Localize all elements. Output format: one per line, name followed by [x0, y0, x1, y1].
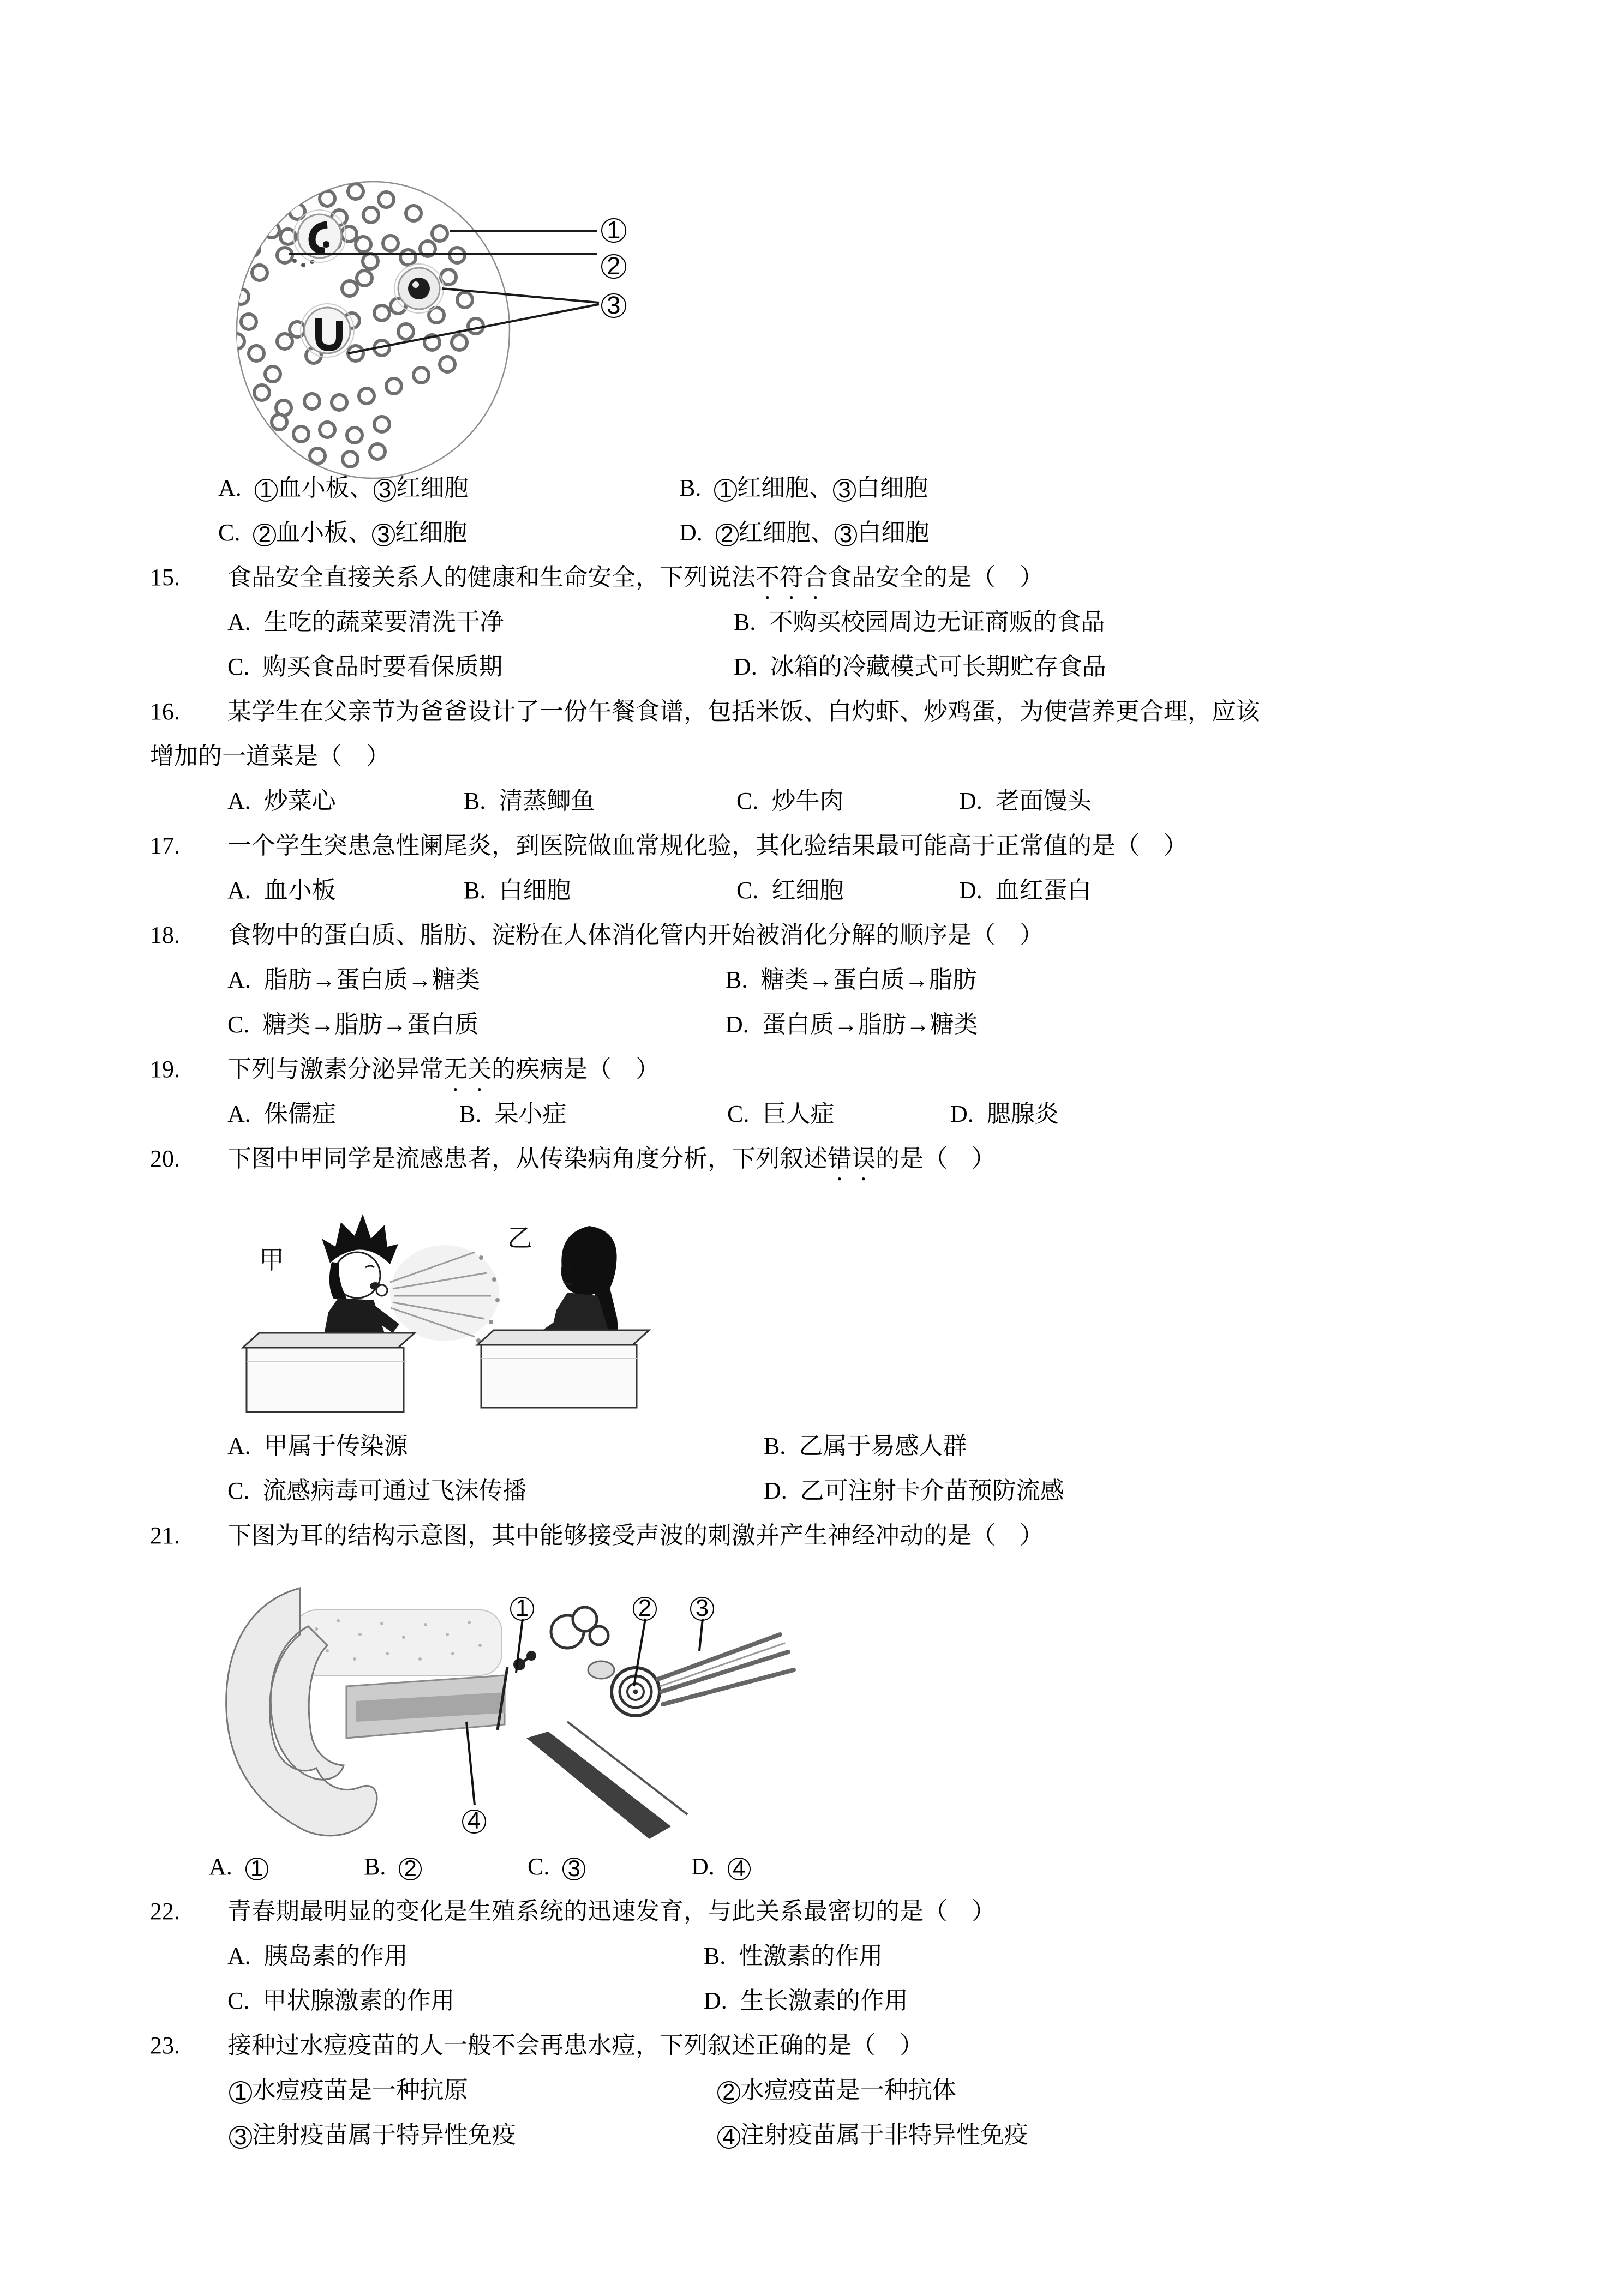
circled-number: 1	[714, 479, 737, 502]
q14-option-d: D. 2 红细胞、 3 白细胞	[679, 519, 930, 548]
q16-stem-line1: 某学生在父亲节为爸爸设计了一份午餐食谱，包括米饭、白灼虾、炒鸡蛋，为使营养更合理，应该	[227, 698, 1260, 725]
q15-number: 15.	[150, 564, 180, 591]
circled-number: 4	[728, 1858, 751, 1880]
circled-number: 3	[372, 524, 395, 546]
q21-option-d: D. 4	[691, 1844, 751, 1889]
circled-number: 2	[399, 1858, 422, 1880]
q23-item-3: 3 注射疫苗属于特异性免疫	[229, 2113, 516, 2157]
q17-stem-row	[0, 824, 1624, 868]
q22-options-row-1	[0, 1934, 1624, 1979]
q15-option-a: A. 生吃的蔬菜要清洗干净	[227, 609, 504, 635]
desk-left	[243, 1333, 415, 1412]
q21-number: 21.	[150, 1522, 180, 1549]
q15-option-d: D. 冰箱的冷藏模式可长期贮存食品	[734, 653, 1106, 680]
emphasized-text: 不符合	[756, 564, 828, 591]
sneeze-spray	[390, 1245, 500, 1343]
semicircular-canals	[551, 1607, 608, 1648]
q17-number: 17.	[150, 832, 180, 859]
q22-option-b: B. 性激素的作用	[704, 1943, 883, 1969]
q23-stem-row	[0, 2023, 1624, 2068]
circled-number: 3	[601, 293, 626, 318]
students-cartoon-figure	[0, 1181, 1624, 1424]
q14-options-row-1	[0, 466, 1624, 510]
q19-stem: 下列与激素分泌异常无关的疾病是（ ）	[227, 1056, 660, 1083]
blood-label-2	[601, 251, 626, 279]
q15-option-c: C. 购买食品时要看保质期	[227, 653, 503, 680]
q18-number: 18.	[150, 922, 180, 948]
circled-number: 2	[253, 524, 276, 546]
q16-number: 16.	[150, 698, 180, 725]
q20-options-row-1	[0, 1424, 1624, 1469]
circled-number: 1	[510, 1597, 534, 1621]
blood-label-3	[601, 290, 626, 318]
q21-stem: 下图为耳的结构示意图，其中能够接受声波的刺激并产生神经冲动的是（ ）	[227, 1522, 1044, 1549]
q16-option-d: D. 老面馒头	[959, 788, 1092, 814]
q22-stem: 青春期最明显的变化是生殖系统的迅速发育，与此关系最密切的是（ ）	[227, 1898, 996, 1925]
q19-option-b: B. 呆小症	[459, 1101, 567, 1127]
q15-options-row-2	[0, 645, 1624, 689]
ear-label-4	[462, 1806, 486, 1834]
q18-option-b: B. 糖类→蛋白质→脂肪	[726, 966, 977, 993]
q19-stem-row	[0, 1047, 1624, 1092]
q20-option-a: A. 甲属于传染源	[227, 1433, 408, 1459]
q20-number: 20.	[150, 1145, 180, 1172]
q19-number: 19.	[150, 1056, 180, 1083]
circled-number: 3	[229, 2126, 252, 2149]
q14-option-b: B. 1 红细胞、 3 白细胞	[679, 474, 928, 503]
q16-option-a: A. 炒菜心	[227, 788, 336, 814]
q21-option-b: B. 2	[364, 1844, 422, 1889]
q23-item-4: 4 注射疫苗属于非特异性免疫	[717, 2113, 1028, 2157]
white-blood-cell-2	[394, 264, 444, 313]
emphasized-text: 错误	[828, 1145, 876, 1172]
q21-option-a: A. 1	[209, 1844, 268, 1889]
q16-stem-line2: 增加的一道菜是（ ）	[150, 743, 390, 770]
q21-option-c: C. 3	[528, 1844, 585, 1889]
circled-number: 1	[601, 218, 626, 243]
ear-canal	[346, 1675, 505, 1738]
q19-option-d: D. 腮腺炎	[950, 1101, 1059, 1127]
students-cartoon-svg	[235, 1181, 726, 1424]
q14-option-a: A. 1 血小板、 3 红细胞	[218, 474, 469, 503]
q17-option-c: C. 红细胞	[736, 877, 844, 904]
emphasized-text: 无关	[444, 1056, 492, 1083]
q18-option-d: D. 蛋白质→脂肪→糖类	[726, 1011, 978, 1038]
q23-item-1: 1 水痘疫苗是一种抗原	[229, 2068, 468, 2113]
cartoon-label-yi: 乙	[507, 1224, 532, 1252]
q14-options-row-2	[0, 510, 1624, 555]
q18-option-a: A. 脂肪→蛋白质→糖类	[227, 966, 480, 993]
circled-number: 2	[633, 1597, 657, 1621]
q16-stem-row-2	[0, 734, 1624, 779]
circled-number: 3	[690, 1597, 714, 1621]
q17-options-row	[0, 868, 1624, 913]
q16-option-c: C. 炒牛肉	[736, 788, 844, 814]
q23-items-row-2	[0, 2113, 1624, 2157]
circled-number: 2	[716, 524, 739, 546]
q20-options-row-2	[0, 1469, 1624, 1513]
circled-number: 3	[833, 479, 856, 502]
q23-items-row-1	[0, 2068, 1624, 2113]
blood-label-1	[601, 215, 626, 243]
q16-stem-row-1	[0, 689, 1624, 734]
q17-option-d: D. 血红蛋白	[959, 877, 1092, 904]
desk-right	[477, 1330, 649, 1408]
ear-diagram-figure	[0, 1558, 1624, 1844]
q23-stem: 接种过水痘疫苗的人一般不会再患水痘，下列叙述正确的是（ ）	[227, 2032, 924, 2059]
q15-stem-row	[0, 555, 1624, 600]
q18-stem-row	[0, 913, 1624, 958]
q23-item-2: 2 水痘疫苗是一种抗体	[717, 2068, 956, 2113]
student-jia	[322, 1214, 399, 1349]
q18-options-row-2	[0, 1002, 1624, 1047]
q20-stem: 下图中甲同学是流感患者，从传染病角度分析，下列叙述错误的是（ ）	[227, 1145, 996, 1172]
q18-option-c: C. 糖类→脂肪→蛋白质	[227, 1011, 479, 1038]
q15-options-row-1	[0, 600, 1624, 645]
circled-number: 4	[462, 1810, 486, 1834]
circled-number: 3	[835, 524, 858, 546]
q21-stem-row	[0, 1513, 1624, 1558]
q22-number: 22.	[150, 1898, 180, 1925]
q20-option-c: C. 流感病毒可通过飞沫传播	[227, 1477, 527, 1504]
q22-stem-row	[0, 1889, 1624, 1934]
q19-options-row	[0, 1092, 1624, 1137]
circled-number: 1	[229, 2081, 252, 2104]
q16-options-row	[0, 779, 1624, 824]
q17-option-b: B. 白细胞	[464, 877, 571, 904]
eustachian-tube	[526, 1722, 687, 1839]
q15-option-b: B. 不购买校园周边无证商贩的食品	[734, 609, 1105, 635]
circled-number: 2	[717, 2081, 740, 2104]
q22-option-a: A. 胰岛素的作用	[227, 1943, 408, 1969]
circled-number: 1	[245, 1858, 268, 1880]
ear-label-2	[633, 1594, 657, 1621]
q20-option-d: D. 乙可注射卡介苗预防流感	[764, 1477, 1064, 1504]
circled-number: 4	[717, 2126, 740, 2149]
q18-stem: 食物中的蛋白质、脂肪、淀粉在人体消化管内开始被消化分解的顺序是（ ）	[227, 922, 1044, 948]
q17-stem: 一个学生突患急性阑尾炎，到医院做血常规化验，其化验结果最可能高于正常值的是（ ）	[227, 832, 1188, 859]
q23-number: 23.	[150, 2032, 180, 2059]
white-blood-cell-3	[301, 304, 354, 357]
blood-smear-svg	[0, 161, 655, 489]
q22-options-row-2	[0, 1979, 1624, 2023]
ear-label-3	[690, 1594, 714, 1621]
circled-number: 3	[562, 1858, 585, 1880]
circled-number: 3	[374, 479, 397, 502]
vestibule	[588, 1661, 614, 1679]
q15-stem: 食品安全直接关系人的健康和生命安全，下列说法不符合食品安全的是（ ）	[227, 564, 1044, 591]
cartoon-label-jia: 甲	[259, 1246, 284, 1274]
blood-smear-figure	[0, 161, 1624, 466]
ear-label-1	[510, 1594, 534, 1621]
circled-number: 2	[601, 254, 626, 279]
q17-option-a: A. 血小板	[227, 877, 336, 904]
q19-option-c: C. 巨人症	[727, 1101, 835, 1127]
q22-option-d: D. 生长激素的作用	[704, 1987, 908, 2014]
q14-option-c: C. 2 血小板、 3 红细胞	[218, 519, 467, 548]
q18-options-row-1	[0, 958, 1624, 1002]
circled-number: 1	[255, 479, 278, 502]
q21-options-row	[0, 1844, 1624, 1889]
q22-option-c: C. 甲状腺激素的作用	[227, 1987, 455, 2014]
auditory-nerve	[658, 1634, 794, 1704]
q20-option-b: B. 乙属于易感人群	[764, 1433, 967, 1459]
q19-option-a: A. 侏儒症	[227, 1101, 336, 1127]
q16-option-b: B. 清蒸鲫鱼	[464, 788, 595, 814]
q20-stem-row	[0, 1137, 1624, 1181]
